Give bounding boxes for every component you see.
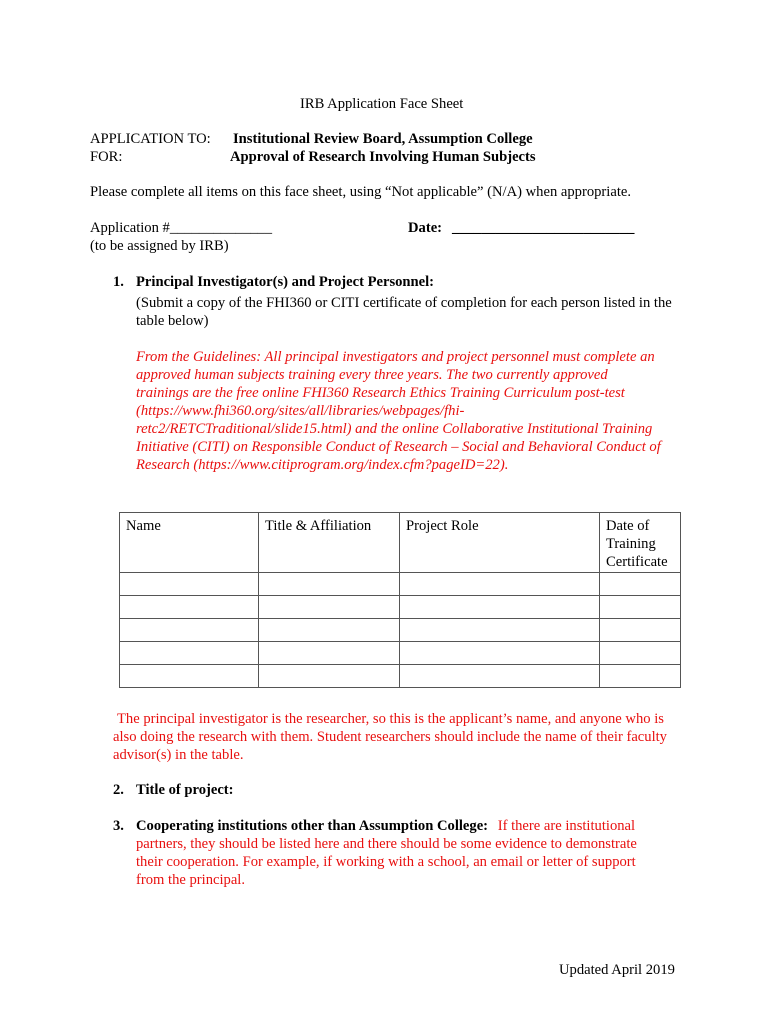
application-number-note: (to be assigned by IRB) [90,238,229,254]
table-cell[interactable] [259,642,400,665]
guideline-line: Research (https://www.citiprogram.org/index.cfm?pageID=22). [136,457,509,473]
table-cell[interactable] [259,596,400,619]
date-label: Date: [408,220,443,236]
section3-body [136,817,666,889]
section3-heading: Cooperating institutions other than Assumption College: [136,818,489,834]
table-cell[interactable] [120,596,259,619]
pi-note: The principal investigator is the researcher, so this is the applicant’s name, and anyone who is also doing the research with them. Student researchers should include the name of their faculty advisor(s) in the table. [113,711,667,763]
table-cell[interactable] [600,619,681,642]
table-cell[interactable] [259,619,400,642]
footer-updated: Updated April 2019 [559,962,675,978]
section2-heading: Title of project: [136,782,234,798]
guideline-line: Initiative (CITI) on Responsible Conduct of Research – Social and Behavioral Conduct of [136,439,661,455]
guideline-line: (https://www.fhi360.org/sites/all/libraries/webpages/fhi- [136,403,465,419]
table-row [120,642,681,665]
table-cell[interactable] [120,619,259,642]
table-row [120,665,681,688]
guideline-line: retc2/RETCTraditional/slide15.html) and the online Collaborative Institutional Training [136,421,653,437]
application-number-field[interactable]: Application #______________ [90,220,273,236]
section1-number: 1. [113,274,124,290]
personnel-table [119,512,681,688]
page-title: IRB Application Face Sheet [300,96,464,112]
table-cell[interactable] [600,573,681,596]
table-cell[interactable] [600,665,681,688]
guideline-line: From the Guidelines: All principal investigators and project personnel must complete an [136,349,655,365]
table-cell[interactable] [400,642,600,665]
header-date-of-training: Date of Training Certificate [600,513,681,573]
application-to-label: APPLICATION TO: [90,131,211,147]
instructions: Please complete all items on this face sheet, using “Not applicable” (N/A) when appropriate. [90,184,632,200]
application-to-value: Institutional Review Board, Assumption College [233,131,533,147]
table-cell[interactable] [259,665,400,688]
guidelines-note [136,348,696,474]
section1-instruction: (Submit a copy of the FHI360 or CITI certificate of completion for each person listed in the table below) [136,295,672,329]
table-header-row [120,513,681,573]
date-field[interactable]: _________________________ [452,220,635,236]
section2-number: 2. [113,782,124,798]
header-title-affiliation: Title & Affiliation [259,513,400,573]
table-cell[interactable] [600,642,681,665]
table-cell[interactable] [600,596,681,619]
table-row [120,619,681,642]
header-name: Name [120,513,259,573]
table-cell[interactable] [120,665,259,688]
table-row [120,573,681,596]
table-cell[interactable] [400,573,600,596]
guideline-line: approved human subjects training every three years. The two currently approved [136,367,608,383]
table-cell[interactable] [400,619,600,642]
table-cell[interactable] [400,665,600,688]
for-label: FOR: [90,149,123,165]
section1-heading: Principal Investigator(s) and Project Personnel: [136,274,435,290]
guideline-line: trainings are the free online FHI360 Research Ethics Training Curriculum post-test [136,385,625,401]
table-cell[interactable] [259,573,400,596]
table-cell[interactable] [120,642,259,665]
for-value: Approval of Research Involving Human Subjects [230,149,536,165]
section3-number: 3. [113,818,124,834]
table-row [120,596,681,619]
table-cell[interactable] [120,573,259,596]
table-cell[interactable] [400,596,600,619]
section3-note: If there are institutional partners, they should be listed here and there should be some evidence to demonstrate their cooperation. For example, if working with a school, an email or letter of support from the principal. [136,818,637,888]
header-project-role: Project Role [400,513,600,573]
